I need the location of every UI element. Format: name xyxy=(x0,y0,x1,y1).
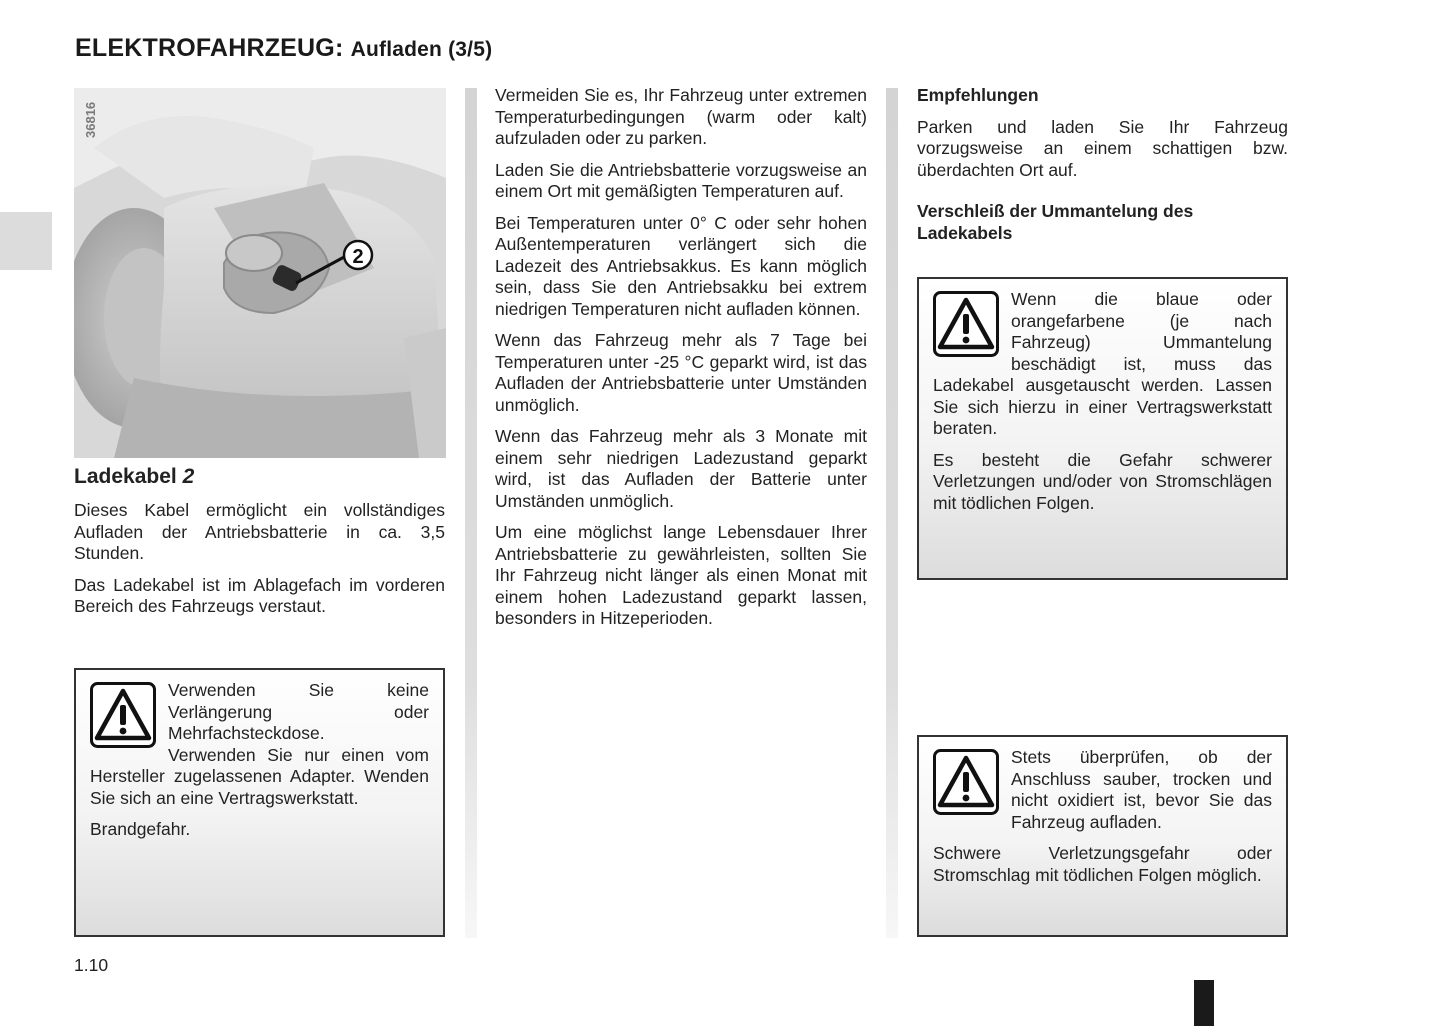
middle-column-text xyxy=(495,85,867,640)
warning-box-connector-check xyxy=(917,735,1288,937)
warning-text: Schwere Verletzungsgefahr oder Stromschlag mit tödlichen Folgen möglich. xyxy=(933,843,1272,885)
car-illustration xyxy=(74,88,446,458)
title-main: ELEKTROFAHRZEUG: xyxy=(75,34,344,62)
figure-reference xyxy=(80,96,100,138)
warning-triangle-icon xyxy=(933,749,999,815)
section-heading-text: Ladekabel xyxy=(74,465,177,488)
section-heading-number: 2 xyxy=(182,465,195,488)
warning-box-cable-wear xyxy=(917,277,1288,580)
paragraph: Vermeiden Sie es, Ihr Fahrzeug unter extremen Temperaturbedingungen (warm oder kalt) aufzuladen oder zu parken. xyxy=(495,85,867,148)
column-divider xyxy=(886,88,898,938)
paragraph: Laden Sie die Antriebsbatterie vorzugsweise an einem Ort mit gemäßigten Temperaturen auf. xyxy=(495,159,867,201)
right-column-text xyxy=(917,85,1288,254)
section-heading-ladekabel xyxy=(74,465,194,489)
title-sub: Aufladen (3/5) xyxy=(350,38,493,61)
callout-label: 2 xyxy=(352,246,364,268)
warning-box-extension xyxy=(74,668,445,937)
paragraph: Wenn das Fahrzeug mehr als 3 Monate mit einem sehr niedrigen Ladezustand geparkt wird, ist das Aufladen der Batterie unter Umständen unmöglich. xyxy=(495,426,867,511)
page-edge-marker xyxy=(1194,980,1214,1026)
warning-text: Stets überprüfen, ob der Anschluss sauber, trocken und nicht oxidiert ist, bevor Sie das Fahrzeug aufladen. xyxy=(1011,747,1272,832)
paragraph: Um eine möglichst lange Lebensdauer Ihrer Antriebsbatterie zu gewährleisten, sollten Sie Ihr Fahrzeug nicht länger als einen Monat mit einem hohen Ladezustand geparkt lassen, besonders in Hitzeperioden. xyxy=(495,522,867,628)
figure-reference-text: 36816 xyxy=(83,101,98,138)
paragraph: Dieses Kabel ermöglicht ein vollständiges Aufladen der Antriebsbatterie in ca. 3,5 Stunden. xyxy=(74,500,445,563)
charging-socket-photo xyxy=(74,88,446,458)
page-title xyxy=(75,34,492,63)
subheading-empfehlungen: Empfehlungen xyxy=(917,85,1039,105)
warning-text: Es besteht die Gefahr schwerer Verletzungen und/oder von Stromschlägen mit tödlichen Folgen. xyxy=(933,449,1272,513)
warning-triangle-icon xyxy=(933,291,999,357)
page-number: 1.10 xyxy=(74,955,109,975)
paragraph: Parken und laden Sie Ihr Fahrzeug vorzugsweise an einem schattigen bzw. überdachten Ort auf. xyxy=(917,116,1288,180)
warning-text: Verwenden Sie keine Verlängerung oder Mehrfachsteckdose. xyxy=(168,680,429,743)
chapter-tab xyxy=(0,212,52,270)
warning-text: Verwenden Sie nur einen vom Hersteller zugelassenen Adapter. Wenden Sie sich an eine Vertragswerkstatt. xyxy=(90,744,429,808)
warning-text: Wenn die blaue oder orangefarbene (je nach Fahrzeug) Ummantelung beschädigt ist, muss das Ladekabel ausgetauscht werden. Lassen Sie sich hierzu in einer Vertragswerkstatt beraten. xyxy=(933,289,1272,438)
warning-text: Brandgefahr. xyxy=(90,819,191,839)
subheading-cable-wear: Verschleiß der Ummantelung des Ladekabels xyxy=(917,201,1194,243)
column-divider xyxy=(465,88,477,938)
paragraph: Bei Temperaturen unter 0° C oder sehr hohen Außentemperaturen verlängert sich die Ladezeit des Antriebsakkus. Es kann möglich sein, dass Sie den Antriebsakku bei extrem niedrigen Temperaturen nicht aufladen können. xyxy=(495,212,867,319)
warning-triangle-icon xyxy=(90,682,156,748)
left-column-text xyxy=(74,500,445,628)
paragraph: Das Ladekabel ist im Ablagefach im vorderen Bereich des Fahrzeugs verstaut. xyxy=(74,574,445,616)
paragraph: Wenn das Fahrzeug mehr als 7 Tage bei Temperaturen unter -25 °C geparkt wird, ist das Aufladen der Antriebsbatterie unter Umständen unmöglich. xyxy=(495,330,867,415)
